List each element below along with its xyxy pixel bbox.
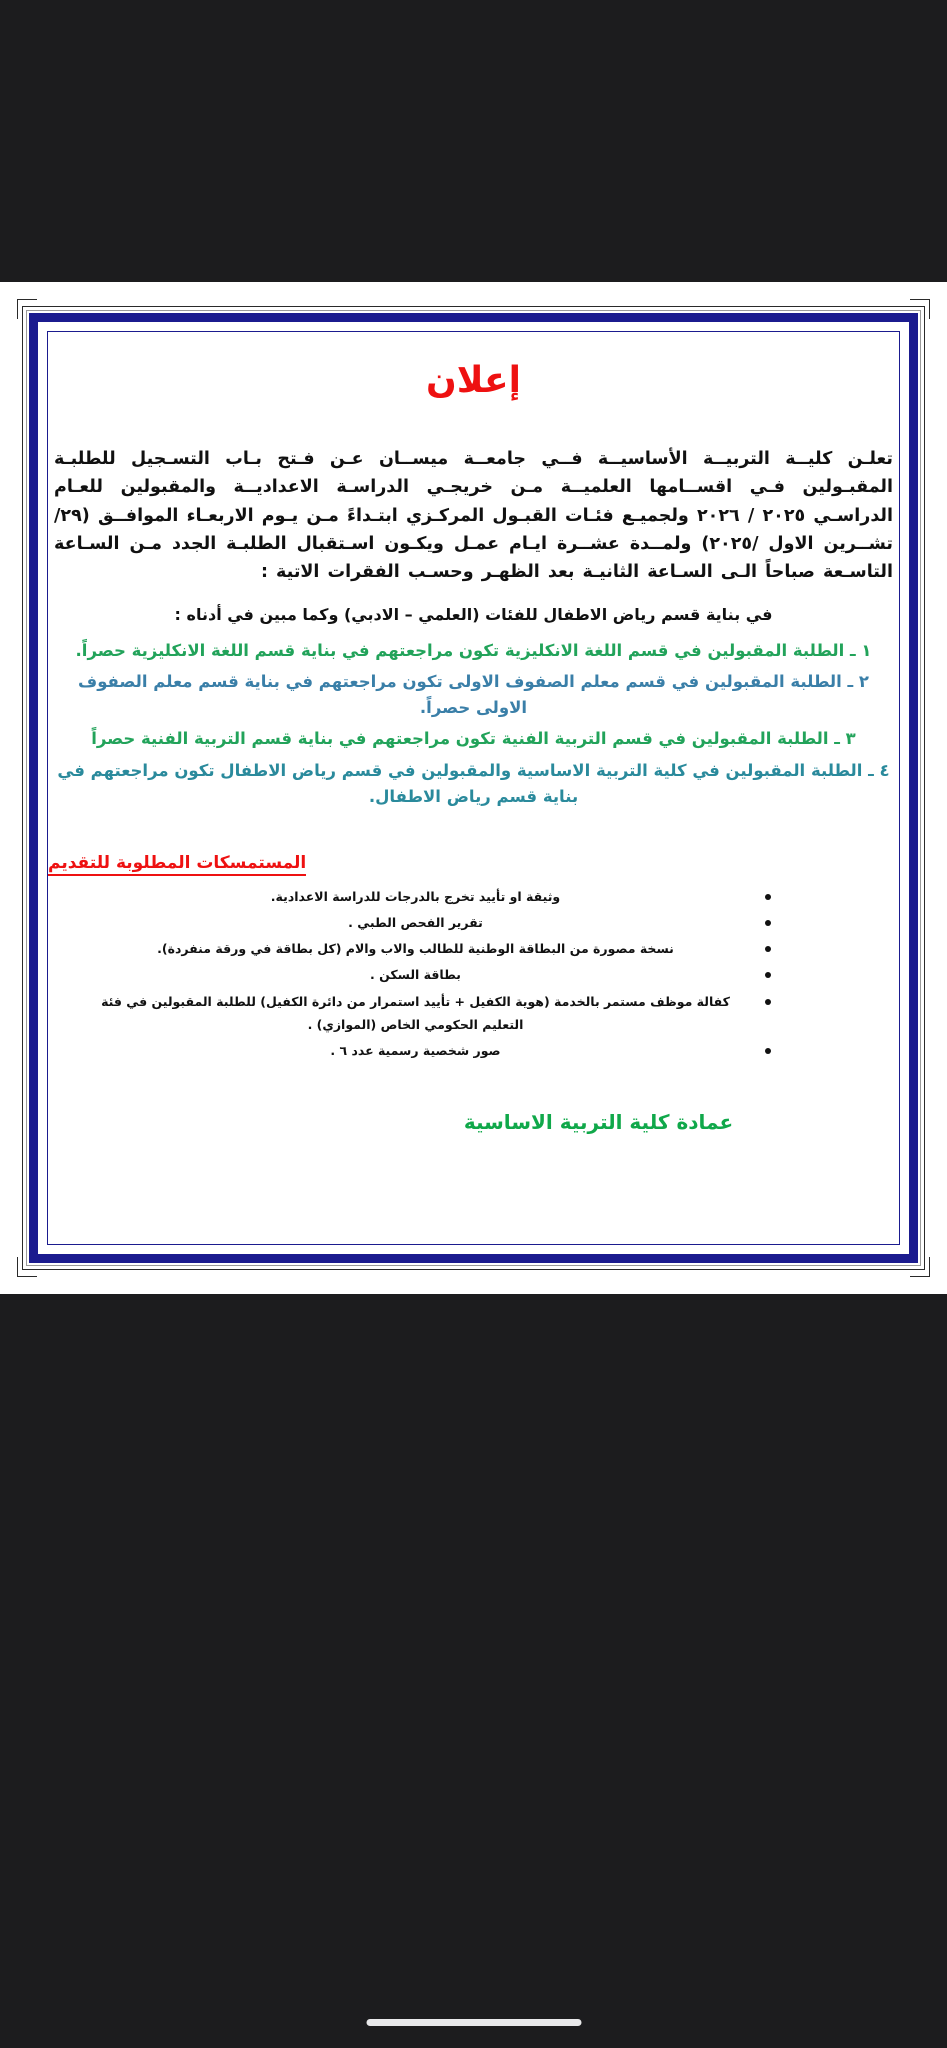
sub-heading: في بناية قسم رياض الاطفال للفئات (العلمي – الادبي) وكما مبين في أدناه : — [174, 604, 773, 624]
numbered-item-3: ٣ ـ الطلبة المقبولين في قسم التربية الفنية تكون مراجعتهم في بناية قسم التربية الفنية حصراً — [91, 729, 856, 749]
document-list-item — [82, 911, 749, 934]
required-documents-list — [48, 885, 899, 1062]
bullet-icon — [765, 894, 771, 900]
required-documents-heading-text: المستمسكات المطلوبة للتقديم — [48, 853, 306, 876]
bottom-dark-area — [0, 1294, 947, 2048]
numbered-item-1: ١ ـ الطلبة المقبولين في قسم اللغة الانكليزية تكون مراجعتهم في بناية قسم اللغة الانكليزية حصراً. — [75, 640, 872, 660]
top-dark-area — [0, 0, 947, 282]
bullet-icon — [765, 999, 771, 1005]
signature-line: عمادة كلية التربية الاساسية — [463, 1109, 734, 1134]
document-list-item-text: وثيقة او تأييد تخرج بالدرجات للدراسة الاعدادية. — [270, 889, 561, 905]
document-list-item — [82, 963, 749, 986]
document-list-item-text: كفالة موظف مستمر بالخدمة (هوية الكفيل + تأييد استمرار من دائرة الكفيل) للطلبة المقبولين في فئة التعليم الحكومي الخاص (الموازي) . — [101, 993, 730, 1032]
document-list-item-text: تقرير الفحص الطبي . — [348, 915, 483, 931]
document-content — [48, 328, 899, 1254]
bullet-icon — [765, 972, 771, 978]
corner-ornament-bottom-right — [910, 1257, 930, 1277]
document-list-item — [82, 937, 749, 960]
document-list-item-text: نسخة مصورة من البطاقة الوطنية للطالب والاب والام (كل بطاقة في ورقة منفردة). — [157, 941, 674, 957]
announcement-page — [0, 282, 947, 1294]
home-indicator[interactable] — [366, 2019, 581, 2026]
required-documents-heading — [48, 853, 899, 873]
numbered-item-4: ٤ ـ الطلبة المقبولين في كلية التربية الاساسية والمقبولين في قسم رياض الاطفال تكون مراجعتهم في بناية قسم رياض الاطفال. — [57, 760, 890, 806]
corner-ornament-top-left — [17, 299, 37, 319]
intro-paragraph: تعلـن كليــة التربيــة الأساسيــة فــي جامعــة ميســان عـن فـتح بـاب التسـجيل للطلبـة المقبـولين فـي اقســامها العلميــة مـن خريجـي الدراسـة الاعداديــة والمقبولين للعـام الدراسـي ٢٠٢٥ / ٢٠٢٦ ولجميـع فئـات القبـول المركـزي ابتـداءً مـن يـوم الاربعـاء الموافــق (٢٩/ تشــرين الاول /٢٠٢٥) ولمــدة عشــرة ايـام عمـل ويكـون اسـتقبال الطلبـة الجدد مـن السـاعة التاسـعة صباحاً الـى السـاعة الثانيـة بعد الظهـر وحسـب الفقرات الاتية : — [54, 449, 894, 583]
numbered-list — [52, 638, 895, 809]
bullet-icon — [765, 1048, 771, 1054]
page-title: إعلان — [426, 360, 521, 401]
document-list-item — [82, 1039, 749, 1062]
document-list-item — [82, 990, 749, 1036]
corner-ornament-top-right — [910, 299, 930, 319]
corner-ornament-bottom-left — [17, 1257, 37, 1277]
numbered-item-2: ٢ ـ الطلبة المقبولين في قسم معلم الصفوف الاولى تكون مراجعتهم في بناية قسم معلم الصفوف الاولى حصراً. — [78, 672, 869, 717]
bullet-icon — [765, 946, 771, 952]
bullet-icon — [765, 920, 771, 926]
document-list-item-text: بطاقة السكن . — [370, 967, 461, 983]
document-list-item — [82, 885, 749, 908]
document-list-item-text: صور شخصية رسمية عدد ٦ . — [330, 1042, 501, 1058]
